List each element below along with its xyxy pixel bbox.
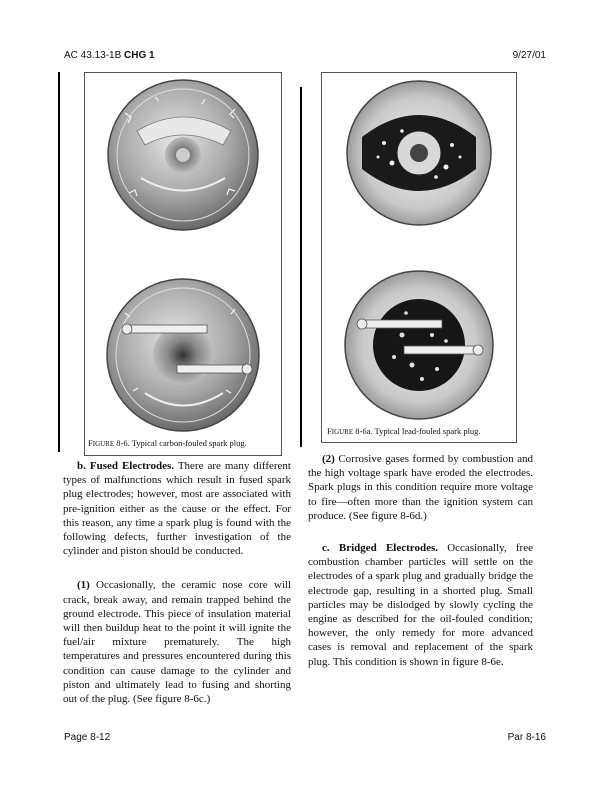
figure-8-6a-caption-text: Typical lead-fouled spark plug. [374,426,481,436]
lead-plug-side-view [345,271,493,419]
carbon-plug-top-view [108,80,258,230]
header-doc-id [64,50,155,61]
figure-8-6-caption-text: Typical carbon-fouled spark plug. [131,438,247,448]
change-bar-right [300,87,302,447]
paragraph-c-lead: c. Bridged Electrodes. [322,542,438,555]
header-date: 9/27/01 [512,50,546,61]
paragraph-2 [308,452,533,523]
figure-8-6a-image [322,73,516,442]
paragraph-c-bridged-electrodes [308,541,533,669]
figure-8-6a-label: FIGURE 8-6a. [327,426,373,436]
figure-8-6-caption [88,438,247,448]
paragraph-2-text: Corrosive gases formed by combustion and the high voltage spark have eroded the electrodes. Spark plugs in this condition require more voltage to fire—often more than the ignition system can produce. (See figure 8-6d.) [308,453,534,522]
footer-paragraph-ref: Par 8-16 [507,732,546,743]
paragraph-1 [63,578,291,706]
right-column [308,452,533,683]
paragraph-2-lead: (2) [322,453,335,465]
change-bar-left [58,72,60,452]
paragraph-c-text: Occasionally, free combustion chamber particles will settle on the electrodes of a spark plug and gradually bridge the electrode gap, resulting in a shorted plug. Small particles may be dislodged by slowly cycling the engine as described for the oil-fouled condition; however, the only remedy for more advanced cases is removal and replacement of the spark plug. This condition is shown in figure 8-6e. [308,542,533,668]
paragraph-b-text: There are many different types of malfunctions which result in fused spark plug electrodes; however, most are associated with pre-ignition either as the cause or the effect. For this reason, any time a spark plug is found with the following defects, further investigation of the cylinder and piston should be conducted. [63,460,291,558]
change-label: CHG 1 [124,50,155,61]
figure-8-6a-caption [327,426,481,436]
figure-8-6-label: FIGURE 8-6. [88,438,130,448]
footer-page-number: Page 8-12 [64,732,111,743]
figure-8-6-image [85,73,281,455]
paragraph-1-lead: (1) [77,579,90,592]
paragraph-1-text: Occasionally, the ceramic nose core will crack, break away, and remain trapped behind the ground electrode. This piece of insulation material will then buildup heat to the point it will ignite the fuel/air mixture prematurely. The high temperatures and pressures encountered during this condition can cause damage to the cylinder and piston and ultimately lead to fusing and shorting out of the plug. (See figure 8-6c.) [63,579,292,706]
doc-id: AC 43.13-1B [64,50,122,61]
left-column [63,459,291,720]
paragraph-b-fused-electrodes [63,459,291,558]
figure-8-6-box [84,72,282,456]
figure-8-6a-box [321,72,517,443]
lead-plug-top-view [347,81,491,225]
carbon-plug-side-view [107,279,259,431]
paragraph-b-lead: b. Fused Electrodes. [77,460,175,472]
